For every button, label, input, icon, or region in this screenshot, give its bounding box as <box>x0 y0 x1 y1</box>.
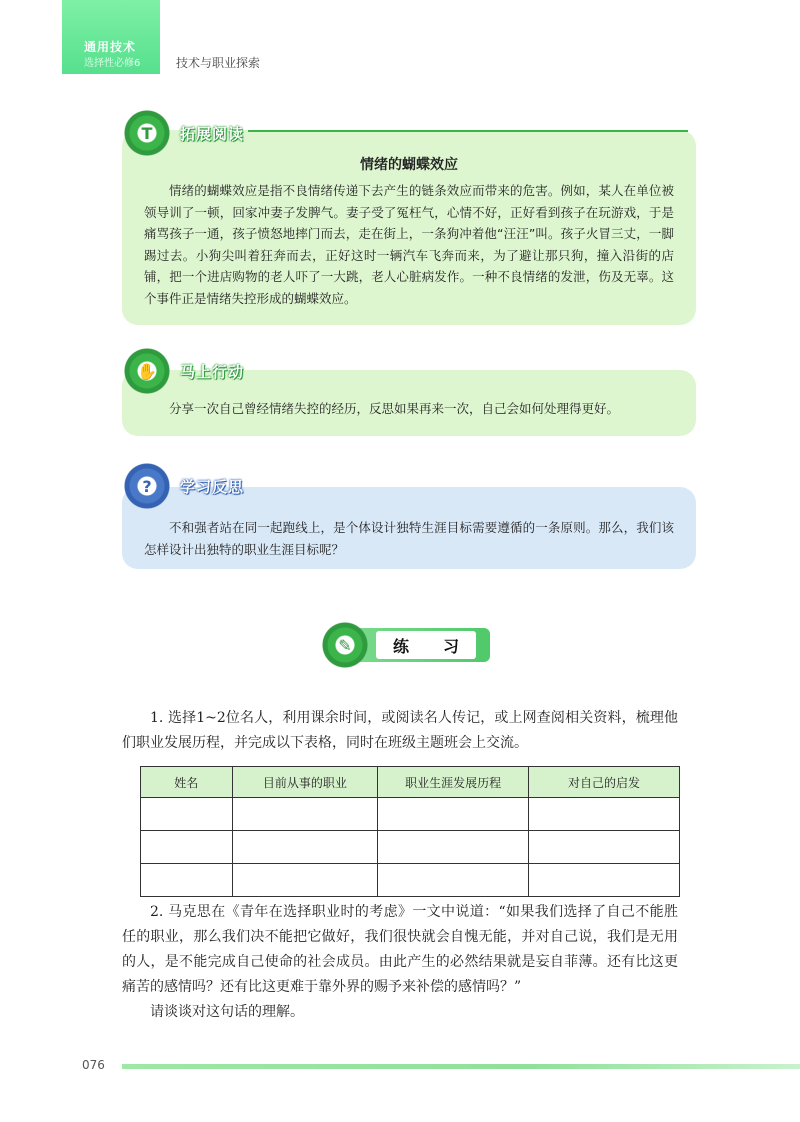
table-row <box>141 798 680 831</box>
exercise-label <box>376 631 476 659</box>
question-2-followup: 请谈谈对这句话的理解。 <box>150 1004 304 1020</box>
table-cell[interactable] <box>141 798 233 831</box>
footer-bar <box>122 1064 800 1069</box>
extended-reading-badge <box>124 110 250 156</box>
extended-reading-title: 情绪的蝴蝶效应 <box>360 157 458 173</box>
extended-reading-text: 情绪的蝴蝶效应是指不良情绪传递下去产生的链条效应而带来的危害。例如，某人在单位被领导训了一顿，回家冲妻子发脾气。妻子受了冤枉气，心情不好，正好看到孩子在玩游戏，于是痛骂孩子一通，孩子愤怒地摔门而去，走在街上，一条狗冲着他“汪汪”叫。孩子火冒三丈，一脚踢过去。小狗尖叫着狂奔而去，正好这时一辆汽车飞奔而来，为了避让那只狗，撞入沿街的店铺，把一个进店购物的老人吓了一大跳，老人心脏病发作。一种不良情绪的发泄，伤及无辜。这个事件正是情绪失控形成的蝴蝶效应。 <box>144 183 674 306</box>
extended-reading-box <box>122 130 696 325</box>
table-cell[interactable] <box>378 831 529 864</box>
table-cell[interactable] <box>529 864 680 897</box>
gear-pencil-icon: ✎ <box>322 622 368 668</box>
table-header-cell: 职业生涯发展历程 <box>378 767 529 798</box>
act-now-text: 分享一次自己曾经情绪失控的经历，反思如果再来一次，自己会如何处理得更好。 <box>169 401 620 416</box>
reflection-text: 不和强者站在同一起跑线上，是个体设计独特生涯目标需要遵循的一条原则。那么，我们该怎样设计出独特的职业生涯目标呢？ <box>144 520 674 557</box>
table-cell[interactable] <box>141 831 233 864</box>
act-now-badge <box>124 348 250 394</box>
table-header-cell: 对自己的启发 <box>529 767 680 798</box>
table-header-row <box>141 767 680 798</box>
exercise-label-b: 习 <box>442 636 459 656</box>
table-cell[interactable] <box>232 798 378 831</box>
extended-reading-label: 拓展阅读 <box>180 124 245 143</box>
table-row <box>141 831 680 864</box>
question-2 <box>122 900 678 1025</box>
book-subtitle: 选择性必修6 <box>84 58 141 69</box>
reflection-badge <box>124 463 250 509</box>
table-row <box>141 864 680 897</box>
page-number: 076 <box>82 1058 105 1072</box>
table-header-cell: 姓名 <box>141 767 233 798</box>
book-title: 通用技术 <box>84 40 137 54</box>
celebrity-table <box>140 766 680 897</box>
table-cell[interactable] <box>232 864 378 897</box>
table-cell[interactable] <box>529 831 680 864</box>
table-cell[interactable] <box>529 798 680 831</box>
exercise-label-a: 练 <box>392 636 409 656</box>
chapter-tab <box>62 0 160 74</box>
section-rule <box>248 130 688 132</box>
table-cell[interactable] <box>232 831 378 864</box>
gear-hand-icon: ✋ <box>124 348 170 394</box>
table-cell[interactable] <box>378 864 529 897</box>
act-now-label: 马上行动 <box>180 362 245 381</box>
question-2-text: 2. 马克思在《青年在选择职业时的考虑》一文中说道：“如果我们选择了自己不能胜任的职业，那么我们决不能把它做好，我们很快就会自愧无能，并对自己说，我们是无用的人，是不能完成自己使命的社会成员。由此产生的必然结果就是妄自菲薄。还有比这更痛苦的感情吗？还有比这更难于靠外界的赐予来补偿的感情吗？” <box>122 904 678 995</box>
reflection-label: 学习反思 <box>180 477 245 496</box>
gear-question-icon: ? <box>124 463 170 509</box>
table-cell[interactable] <box>378 798 529 831</box>
question-1 <box>122 706 678 756</box>
table-cell[interactable] <box>141 864 233 897</box>
running-head: 技术与职业探索 <box>176 56 261 70</box>
exercise-badge <box>322 622 490 668</box>
gear-t-icon: T <box>124 110 170 156</box>
question-1-text: 1. 选择1~2位名人，利用课余时间，或阅读名人传记，或上网查阅相关资料，梳理他们职业发展历程，并完成以下表格，同时在班级主题班会上交流。 <box>122 710 678 751</box>
table-header-cell: 目前从事的职业 <box>232 767 378 798</box>
